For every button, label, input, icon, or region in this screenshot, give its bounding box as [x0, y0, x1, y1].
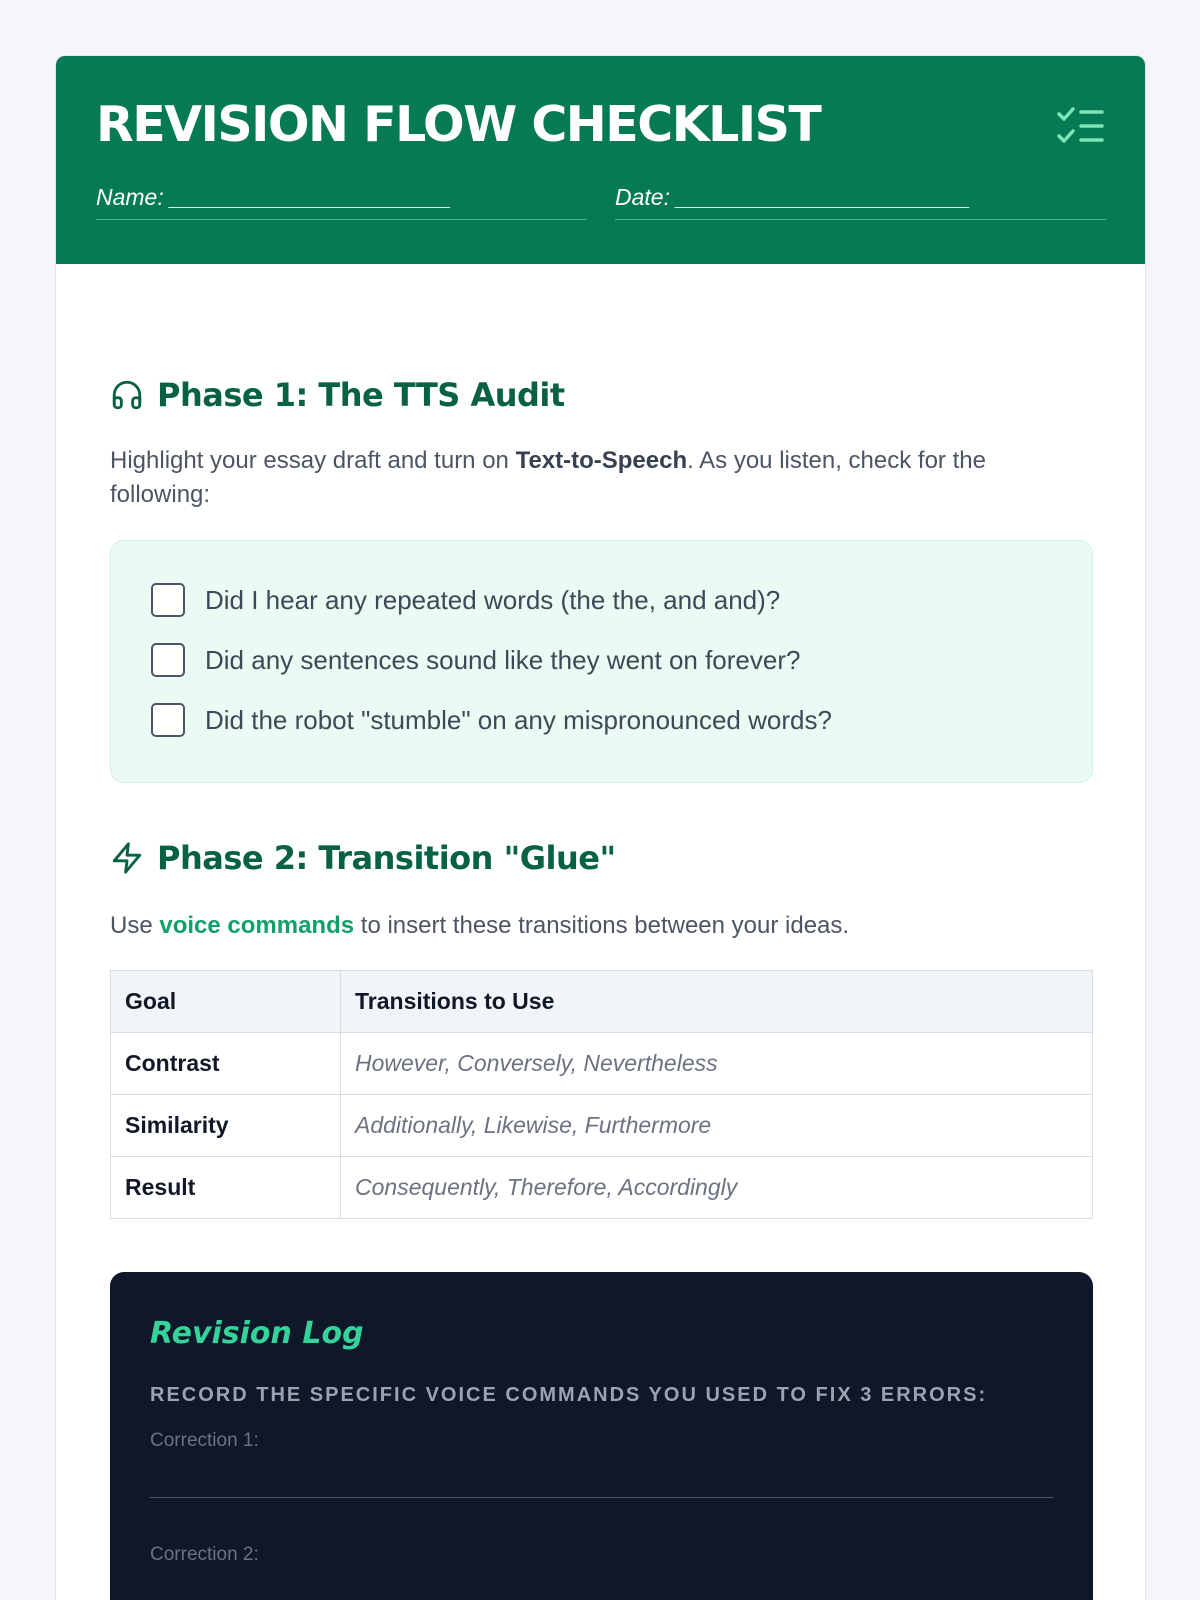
- checklist-panel: [110, 540, 1093, 783]
- checklist-item[interactable]: [151, 703, 832, 737]
- worksheet-card: [55, 55, 1146, 1600]
- table-header-row: [111, 971, 1093, 1033]
- checklist-item[interactable]: [151, 583, 780, 617]
- revision-log-panel: [110, 1272, 1093, 1600]
- phase1-heading: [110, 376, 565, 414]
- checklist-icon: [1057, 106, 1105, 148]
- page-title: REVISION FLOW CHECKLIST: [96, 96, 821, 153]
- lightning-icon: [110, 841, 144, 875]
- checklist-item-label: Did any sentences sound like they went on forever?: [205, 644, 801, 675]
- phase1-heading-text: Phase 1: The TTS Audit: [157, 376, 565, 414]
- name-field[interactable]: Name: ______________________: [96, 184, 587, 220]
- goal-cell: Similarity: [111, 1095, 341, 1157]
- phase2-instructions: [110, 909, 1070, 943]
- correction-1-field[interactable]: [150, 1430, 1054, 1498]
- phase2-text-before: Use: [110, 912, 160, 939]
- checklist-item-label: Did I hear any repeated words (the the, and and)?: [205, 584, 781, 615]
- phase1-text-after: . As you listen, check for the following:: [110, 447, 986, 508]
- transitions-cell: However, Conversely, Nevertheless: [341, 1033, 1093, 1095]
- table-row: [111, 1095, 1093, 1157]
- revision-log-instructions: RECORD THE SPECIFIC VOICE COMMANDS YOU USED TO FIX 3 ERRORS:: [150, 1384, 988, 1406]
- checkbox[interactable]: [151, 583, 185, 617]
- column-header-goal: Goal: [111, 971, 341, 1033]
- checkbox[interactable]: [151, 703, 185, 737]
- phase2-heading: [110, 839, 616, 877]
- phase1-text-before: Highlight your essay draft and turn on: [110, 447, 516, 474]
- table-row: [111, 1157, 1093, 1219]
- phase1-instructions: [110, 444, 1070, 512]
- phase2-text-after: to insert these transitions between your ideas.: [354, 912, 850, 939]
- headphones-icon: [110, 378, 144, 412]
- column-header-transitions: Transitions to Use: [341, 971, 1093, 1033]
- correction-2-field[interactable]: [150, 1544, 1054, 1600]
- header-banner: [56, 56, 1145, 264]
- phase2-heading-text: Phase 2: Transition "Glue": [157, 839, 616, 877]
- voice-commands-highlight: voice commands: [159, 912, 355, 939]
- revision-log-title: Revision Log: [150, 1316, 364, 1351]
- checkbox[interactable]: [151, 643, 185, 677]
- phase1-text-bold: Text-to-Speech: [515, 447, 688, 474]
- transitions-cell: Consequently, Therefore, Accordingly: [341, 1157, 1093, 1219]
- table-row: [111, 1033, 1093, 1095]
- goal-cell: Result: [111, 1157, 341, 1219]
- date-field[interactable]: Date: _______________________: [615, 184, 1106, 220]
- correction-label: Correction 1:: [150, 1430, 259, 1451]
- correction-label: Correction 2:: [150, 1544, 259, 1565]
- transitions-cell: Additionally, Likewise, Furthermore: [341, 1095, 1093, 1157]
- transitions-table: [110, 970, 1093, 1219]
- goal-cell: Contrast: [111, 1033, 341, 1095]
- checklist-item[interactable]: [151, 643, 800, 677]
- checklist-item-label: Did the robot "stumble" on any mispronounced words?: [205, 704, 832, 735]
